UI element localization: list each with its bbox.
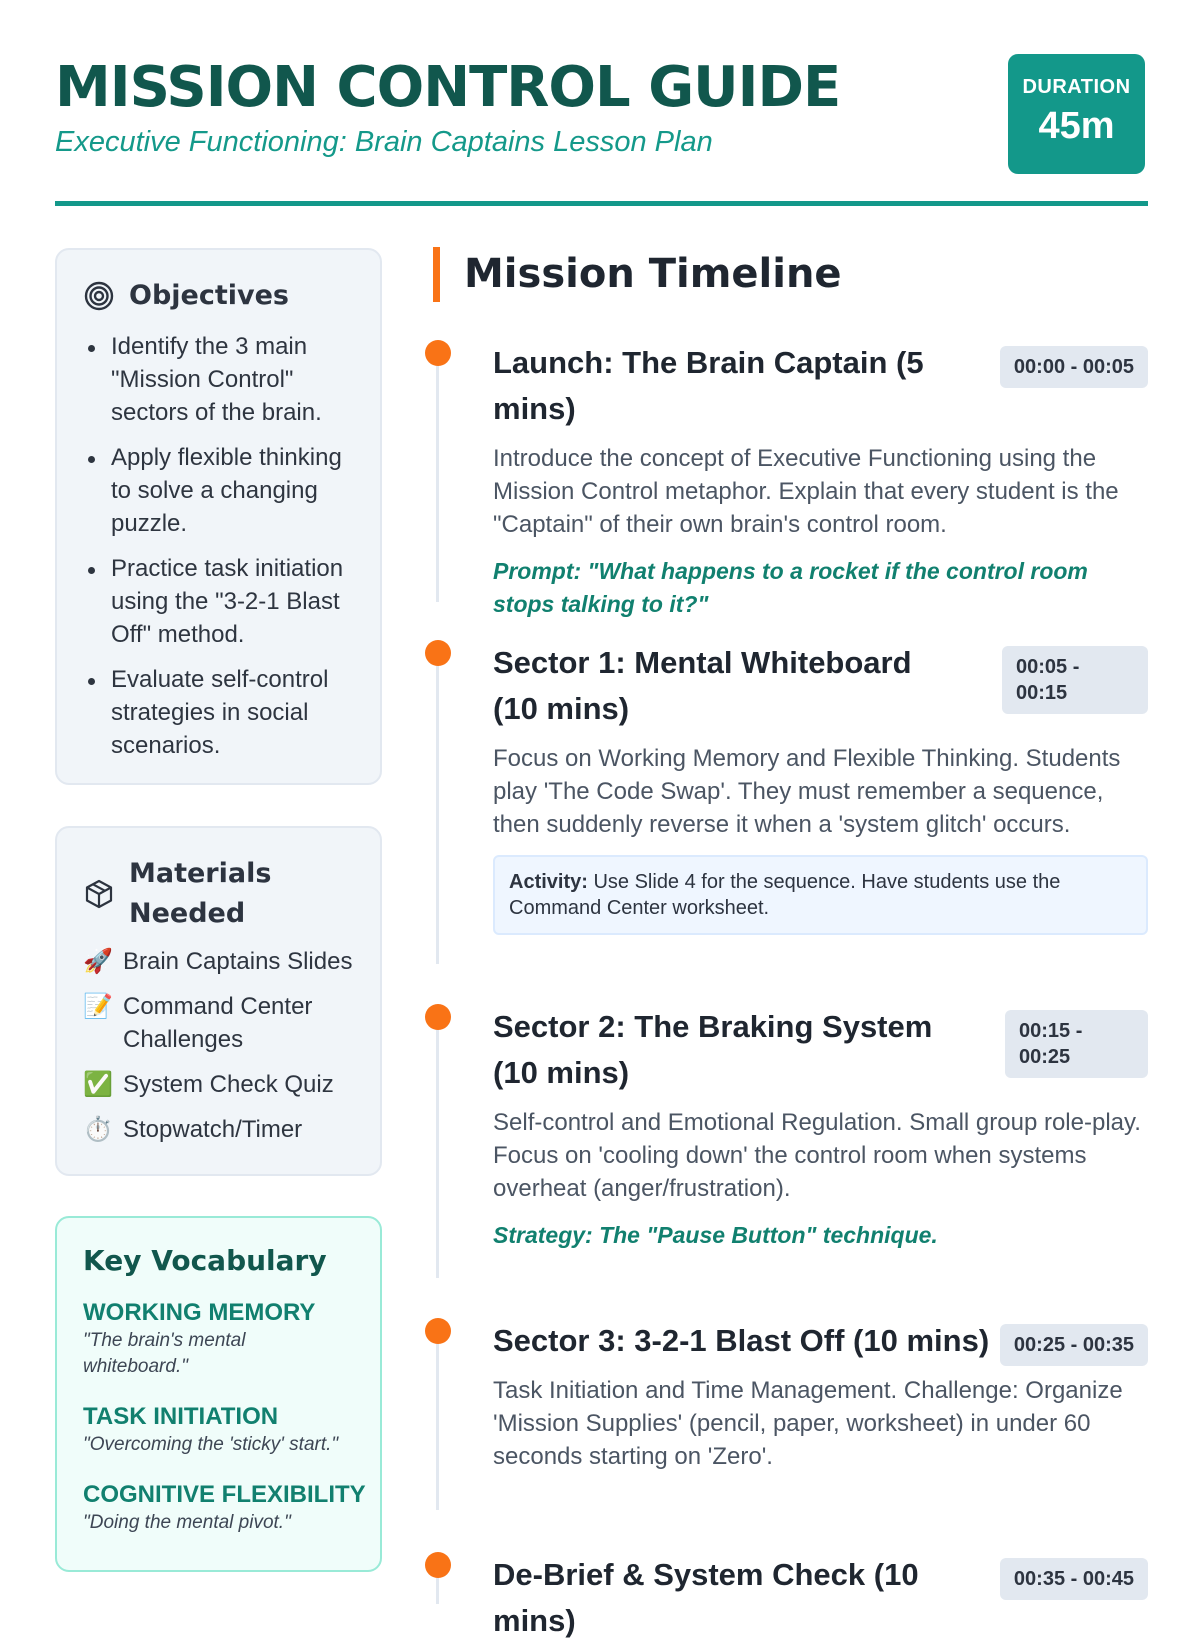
- list-item: [85, 552, 355, 651]
- timeline-step-sector-3: [493, 1318, 1148, 1473]
- vocabulary-item: [83, 1480, 373, 1536]
- list-item: [83, 1113, 373, 1146]
- objectives-card: [55, 248, 382, 785]
- target-icon: [83, 280, 115, 312]
- vocabulary-item: [83, 1402, 373, 1458]
- activity-text: Use Slide 4 for the sequence. Have students use the Command Center worksheet.: [509, 871, 1061, 919]
- duration-badge: [1008, 54, 1145, 174]
- step-title: De-Brief & System Check (10 mins): [493, 1557, 919, 1638]
- step-time-badge: 00:25 - 00:35: [1000, 1324, 1148, 1366]
- material-label: Command Center Challenges: [123, 993, 313, 1053]
- objective-text: Practice task initiation using the "3-2-1 Blast Off" method.: [111, 555, 344, 648]
- step-activity-box: [493, 855, 1148, 935]
- page-subtitle: Executive Functioning: Brain Captains Lesson Plan: [55, 126, 713, 158]
- vocabulary-title: Key Vocabulary: [83, 1244, 327, 1277]
- vocabulary-card: [55, 1216, 382, 1572]
- page-title: MISSION CONTROL GUIDE: [55, 55, 841, 120]
- step-time-badge: 00:05 - 00:15: [1002, 646, 1148, 714]
- list-item: [83, 1068, 373, 1101]
- timeline-title: Mission Timeline: [464, 251, 842, 297]
- step-description: Introduce the concept of Executive Functioning using the Mission Control metaphor. Explain that every student is the "Captain" of their own brain's control room.: [493, 445, 1119, 538]
- objective-text: Identify the 3 main "Mission Control" sectors of the brain.: [111, 333, 322, 426]
- timeline-connector: [436, 1574, 439, 1604]
- list-item: [83, 945, 373, 978]
- check-box-icon: ✅: [83, 1071, 113, 1098]
- materials-title: Materials Needed: [129, 858, 272, 929]
- vocabulary-term: WORKING MEMORY: [83, 1299, 316, 1326]
- header-divider: [55, 201, 1148, 206]
- vocabulary-definition: "The brain's mental whiteboard.": [83, 1330, 246, 1377]
- list-item: [83, 990, 373, 1056]
- timeline-step-sector-2: [493, 1004, 1148, 1252]
- materials-list: [83, 945, 373, 1158]
- step-description: Task Initiation and Time Management. Challenge: Organize 'Mission Supplies' (pencil, paper, worksheet) in under 60 seconds starting on 'Zero'.: [493, 1377, 1123, 1470]
- timeline-marker: [425, 1552, 451, 1578]
- step-description: Self-control and Emotional Regulation. Small group role-play. Focus on 'cooling down' the control room when systems overheat (anger/frustration).: [493, 1109, 1141, 1202]
- timeline-step-launch: [493, 340, 1148, 621]
- step-title: Launch: The Brain Captain (5 mins): [493, 345, 924, 426]
- timeline-marker: [425, 1004, 451, 1030]
- timeline-marker: [425, 640, 451, 666]
- package-icon: [83, 878, 115, 910]
- vocabulary-definition: "Doing the mental pivot.": [83, 1512, 291, 1533]
- memo-icon: 📝: [83, 993, 113, 1020]
- timeline-step-debrief: [493, 1552, 1148, 1644]
- step-strategy: Strategy: The "Pause Button" technique.: [493, 1222, 938, 1248]
- vocabulary-term: TASK INITIATION: [83, 1403, 279, 1430]
- vocabulary-term: COGNITIVE FLEXIBILITY: [83, 1481, 366, 1508]
- step-title: Sector 1: Mental Whiteboard (10 mins): [493, 645, 912, 726]
- list-item: [85, 663, 355, 762]
- step-time-badge: 00:00 - 00:05: [1000, 346, 1148, 388]
- duration-value: 45m: [1038, 105, 1115, 147]
- objective-text: Evaluate self-control strategies in social scenarios.: [111, 666, 329, 759]
- vocabulary-list: [83, 1298, 373, 1558]
- vocabulary-definition: "Overcoming the 'sticky' start.": [83, 1434, 339, 1455]
- materials-header: [83, 854, 363, 934]
- step-title: Sector 3: 3-2-1 Blast Off (10 mins): [493, 1323, 990, 1358]
- timeline-marker: [425, 1318, 451, 1344]
- step-description: Focus on Working Memory and Flexible Thinking. Students play 'The Code Swap'. They must remember a sequence, then suddenly reverse it when a 'system glitch' occurs.: [493, 745, 1121, 838]
- material-label: System Check Quiz: [123, 1071, 334, 1098]
- timeline-connector: [436, 1026, 439, 1278]
- vocabulary-item: [83, 1298, 373, 1380]
- timeline-connector: [436, 1340, 439, 1510]
- list-item: [85, 441, 355, 540]
- timeline-marker: [425, 340, 451, 366]
- step-time-badge: 00:15 - 00:25: [1005, 1010, 1148, 1078]
- list-item: [85, 330, 355, 429]
- step-time-badge: 00:35 - 00:45: [1000, 1558, 1148, 1600]
- stopwatch-icon: ⏱️: [83, 1116, 113, 1143]
- objective-text: Apply flexible thinking to solve a changing puzzle.: [111, 444, 342, 537]
- step-title: Sector 2: The Braking System (10 mins): [493, 1009, 933, 1090]
- rocket-icon: 🚀: [83, 948, 113, 975]
- material-label: Stopwatch/Timer: [123, 1116, 303, 1143]
- objectives-header: [83, 276, 289, 316]
- materials-card: [55, 826, 382, 1176]
- timeline-connector: [436, 662, 439, 964]
- objectives-list: [85, 330, 355, 774]
- duration-label: DURATION: [1022, 76, 1131, 98]
- objectives-title: Objectives: [129, 280, 289, 311]
- step-prompt: Prompt: "What happens to a rocket if the control room stops talking to it?": [493, 558, 1088, 617]
- timeline-connector: [436, 362, 439, 602]
- timeline-heading: [433, 247, 842, 302]
- timeline-step-sector-1: [493, 640, 1148, 935]
- material-label: Brain Captains Slides: [123, 948, 353, 975]
- activity-label: Activity:: [509, 871, 588, 893]
- page-header: [55, 52, 1145, 182]
